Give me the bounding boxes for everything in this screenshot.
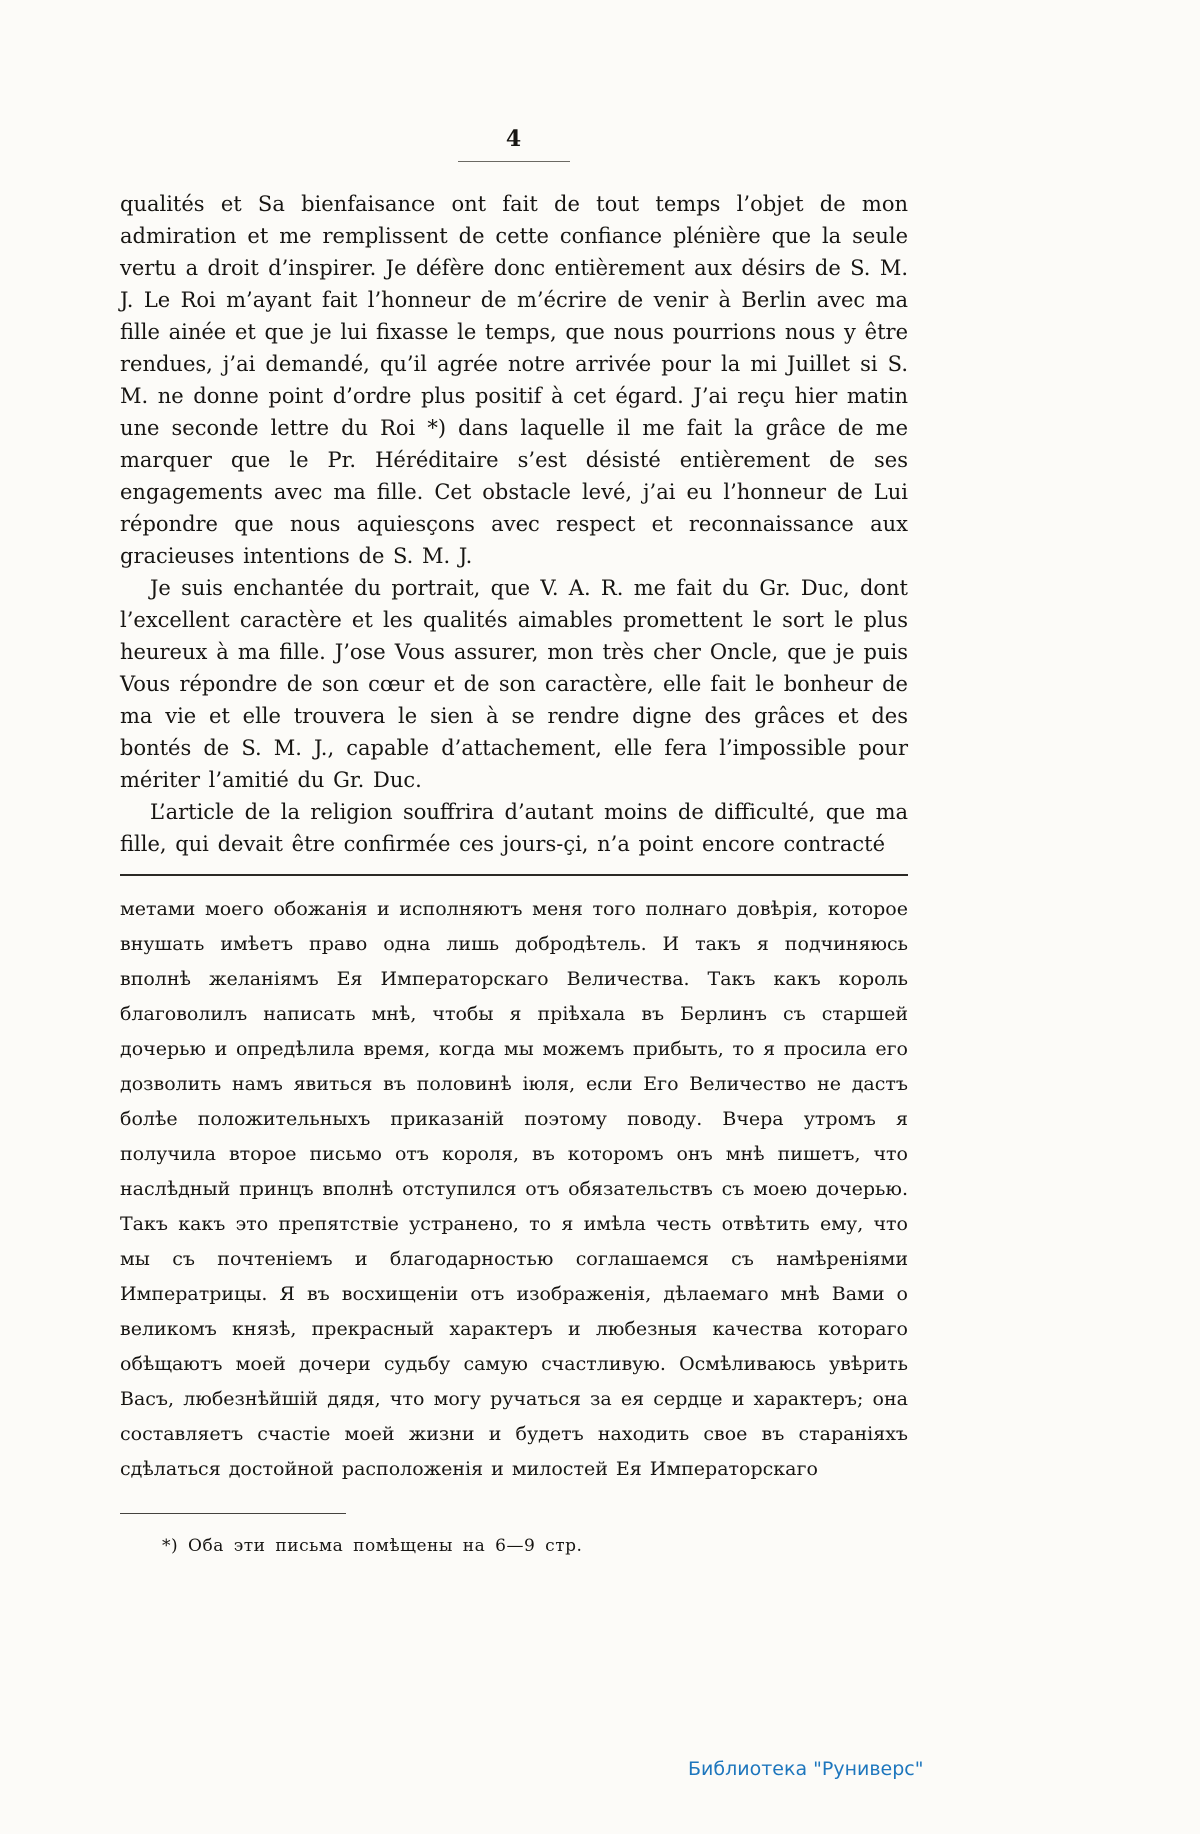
library-watermark: Библиотека "Руниверс" xyxy=(688,1758,924,1780)
page-header xyxy=(120,0,908,170)
french-paragraph-2: Je suis enchantée du portrait, que V. A. R. me fait du Gr. Duc, dont l’excellent caractère et les qualités aimables promettent le sort le plus heureux à ma fille. J’ose Vous assurer, mon très cher Oncle, que je puis Vous répondre de son cœur et de son caractère, elle fait le bonheur de ma vie et elle trouvera le sien à se rendre digne des grâces et des bontés de S. M. J., capable d’attachement, elle fera l’impossible pour mériter l’amitié du Gr. Duc. xyxy=(120,576,908,792)
page-number: 4 xyxy=(458,126,570,162)
french-paragraph-3: L’article de la religion souffrira d’autant moins de difficulté, que ma fille, qui devait être confirmée ces jours-çi, n’a point encore contracté xyxy=(120,800,908,856)
french-paragraph-1: qualités et Sa bienfaisance ont fait de tout temps l’objet de mon admiration et me remplissent de cette confiance plénière que la seule vertu a droit d’inspirer. Je défère donc entièrement aux désirs de S. M. J. Le Roi m’ayant fait l’honneur de m’écrire de venir à Berlin avec ma fille ainée et que je lui fixasse le temps, que nous pourrions nous y être rendues, j’ai demandé, qu’il agrée notre arrivée pour la mi Juillet si S. M. ne donne point d’ordre plus positif à cet égard. J’ai reçu hier matin une seconde lettre du Roi *) dans laquelle il me fait la grâce de me marquer que le Pr. Héréditaire s’est désisté entièrement de ses engagements avec ma fille. Cet obstacle levé, j’ai eu l’honneur de Lui répondre que nous aquiesçons avec respect et reconnaissance aux gracieuses intentions de S. M. J. xyxy=(120,192,908,568)
text-block xyxy=(120,0,908,1556)
footnote-text: *) Оба эти письма помѣщены на 6—9 стр. xyxy=(162,1536,583,1556)
main-text-french xyxy=(120,188,908,860)
footnote-divider-rule xyxy=(120,1513,346,1514)
translation-text-russian: метами моего обожанія и исполняютъ меня того полнаго довѣрія, которое внушать имѣетъ право одна лишь добродѣтель. И такъ я подчиняюсь вполнѣ желаніямъ Ея Императорскаго Величества. Такъ какъ король благоволилъ написать мнѣ, чтобы я пріѣхала въ Берлинъ съ старшей дочерью и опредѣлила время, когда мы можемъ прибыть, то я просила его дозволить намъ явиться въ половинѣ іюля, если Его Величество не дастъ болѣе положительныхъ приказаній поэтому поводу. Вчера утромъ я получила второе письмо отъ короля, въ которомъ онъ мнѣ пишетъ, что наслѣдный принцъ вполнѣ отступился отъ обязательствъ съ моею дочерью. Такъ какъ это препятствіе устранено, то я имѣла честь отвѣтить ему, что мы съ почтеніемъ и благодарностью соглашаемся съ намѣреніями Императрицы. Я въ восхищеніи отъ изображенія, дѣлаемаго мнѣ Вами о великомъ князѣ, прекрасный характеръ и любезныя качества котораго обѣщаютъ моей дочери судьбу самую счастливую. Осмѣливаюсь увѣрить Васъ, любезнѣйшій дядя, что могу ручаться за ея сердце и характеръ; она составляетъ счастіе моей жизни и будетъ находить свое въ стараніяхъ сдѣлаться достойной расположенія и милостей Ея Императорскаго xyxy=(120,898,908,1480)
section-divider-rule xyxy=(120,874,908,876)
